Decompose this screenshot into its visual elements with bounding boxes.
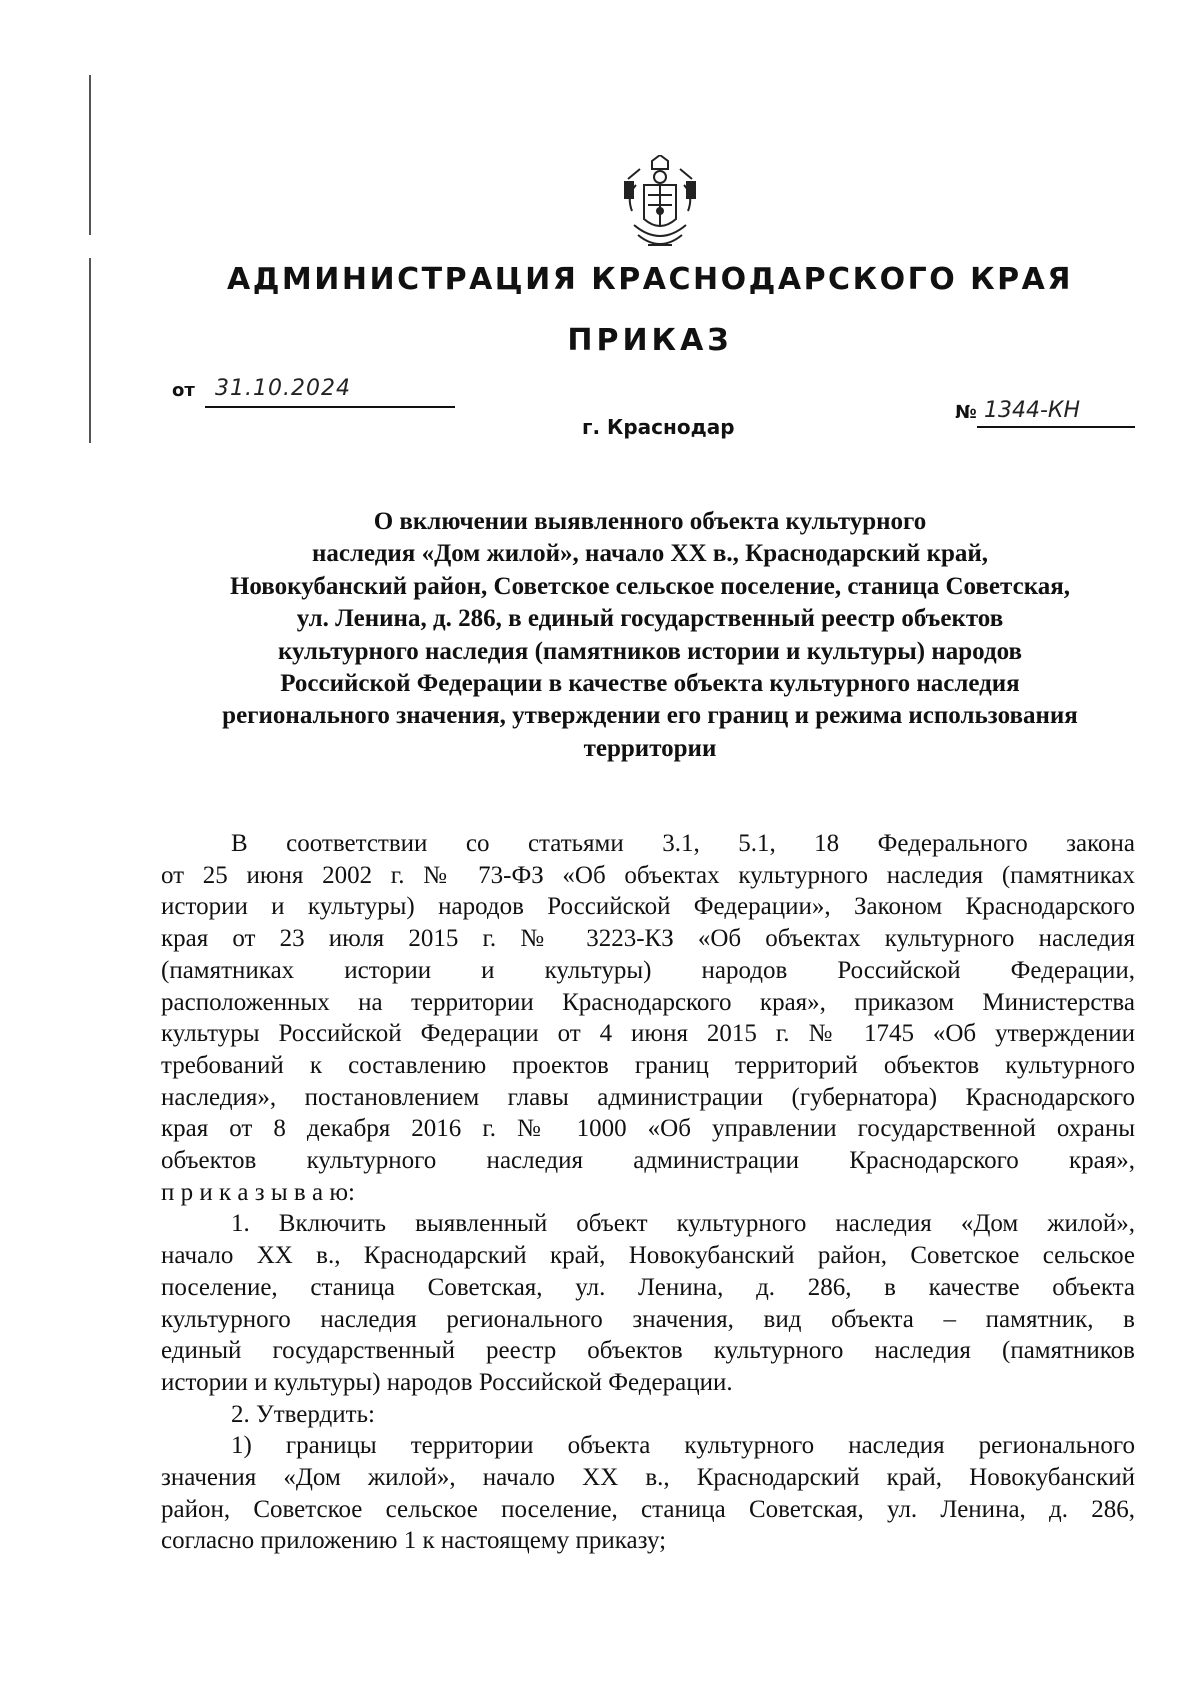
- body-line: наследия», постановлением главы администрации (губернатора) Краснодарского: [161, 1083, 1135, 1111]
- margin-line-bottom: [89, 258, 91, 443]
- body-line: истории и культуры) народов Российской Федерации», Законом Краснодарского: [161, 893, 1135, 921]
- body-line: 1. Включить выявленный объект культурного наследия «Дом жилой»,: [231, 1210, 1135, 1238]
- title-line: наследия «Дом жилой», начало XX в., Краснодарский край,: [311, 540, 989, 568]
- body-line: единый государственный реестр объектов культурного наследия (памятников: [161, 1337, 1135, 1365]
- body-line: 2. Утвердить:: [231, 1400, 375, 1428]
- organization-title: АДМИНИСТРАЦИЯ КРАСНОДАРСКОГО КРАЯ: [227, 262, 1073, 297]
- margin-line-top: [89, 75, 91, 235]
- body-line: культурного наследия регионального значения, вид объекта – памятник, в: [161, 1305, 1135, 1333]
- title-line: территории: [583, 734, 717, 762]
- date-label: от: [172, 380, 195, 401]
- body-line: культуры Российской Федерации от 4 июня 2015 г. № 1745 «Об утверждении: [161, 1020, 1135, 1048]
- body-line: истории и культуры) народов Российской Федерации.: [161, 1368, 733, 1396]
- body-line: поселение, станица Советская, ул. Ленина, д. 286, в качестве объекта: [161, 1273, 1135, 1301]
- body-line: 1) границы территории объекта культурного наследия регионального: [231, 1432, 1135, 1460]
- body-line: края от 8 декабря 2016 г. № 1000 «Об управлении государственной охраны: [161, 1115, 1135, 1143]
- coat-of-arms-icon: [618, 155, 702, 259]
- body-line: края от 23 июля 2015 г. № 3223-КЗ «Об объектах культурного наследия: [161, 925, 1135, 953]
- title-line: Российской Федерации в качестве объекта культурного наследия: [280, 670, 1020, 698]
- date-value: 31.10.2024: [215, 376, 351, 401]
- title-line: О включении выявленного объекта культурного: [373, 508, 927, 535]
- body-line: значения «Дом жилой», начало XX в., Краснодарский край, Новокубанский: [161, 1464, 1135, 1492]
- body-line: согласно приложению 1 к настоящему приказу;: [161, 1527, 667, 1555]
- document-type: ПРИКАЗ: [567, 323, 733, 358]
- number-underline: [977, 426, 1135, 428]
- body-line: район, Советское сельское поселение, станица Советская, ул. Ленина, д. 286,: [161, 1495, 1135, 1523]
- body-line: расположенных на территории Краснодарского края», приказом Министерства: [161, 988, 1135, 1016]
- body-line: требований к составлению проектов границ территорий объектов культурного: [161, 1051, 1135, 1079]
- title-line: культурного наследия (памятников истории и культуры) народов: [277, 637, 1022, 665]
- document-title: [150, 506, 1150, 765]
- body-line: (памятниках истории и культуры) народов Российской Федерации,: [161, 956, 1135, 984]
- title-line: Новокубанский район, Советское сельское поселение, станица Советская,: [229, 572, 1071, 600]
- city: г. Краснодар: [582, 415, 735, 439]
- body-line: начало XX в., Краснодарский край, Новокубанский район, Советское сельское: [161, 1242, 1135, 1270]
- date-underline: [205, 406, 455, 408]
- number-value: 1344-КН: [984, 398, 1081, 423]
- number-label: №: [955, 402, 977, 423]
- title-line: регионального значения, утверждении его границ и режима использования: [222, 702, 1078, 730]
- document-body: [161, 828, 1135, 1557]
- body-line: В соответствии со статьями 3.1, 5.1, 18 Федерального закона: [231, 830, 1135, 857]
- body-line: от 25 июня 2002 г. № 73-ФЗ «Об объектах культурного наследия (памятниках: [161, 861, 1135, 889]
- body-line: объектов культурного наследия администрации Краснодарского края»,: [161, 1147, 1135, 1175]
- title-line: ул. Ленина, д. 286, в единый государственный реестр объектов: [296, 605, 1004, 633]
- body-line: п р и к а з ы в а ю:: [161, 1178, 355, 1206]
